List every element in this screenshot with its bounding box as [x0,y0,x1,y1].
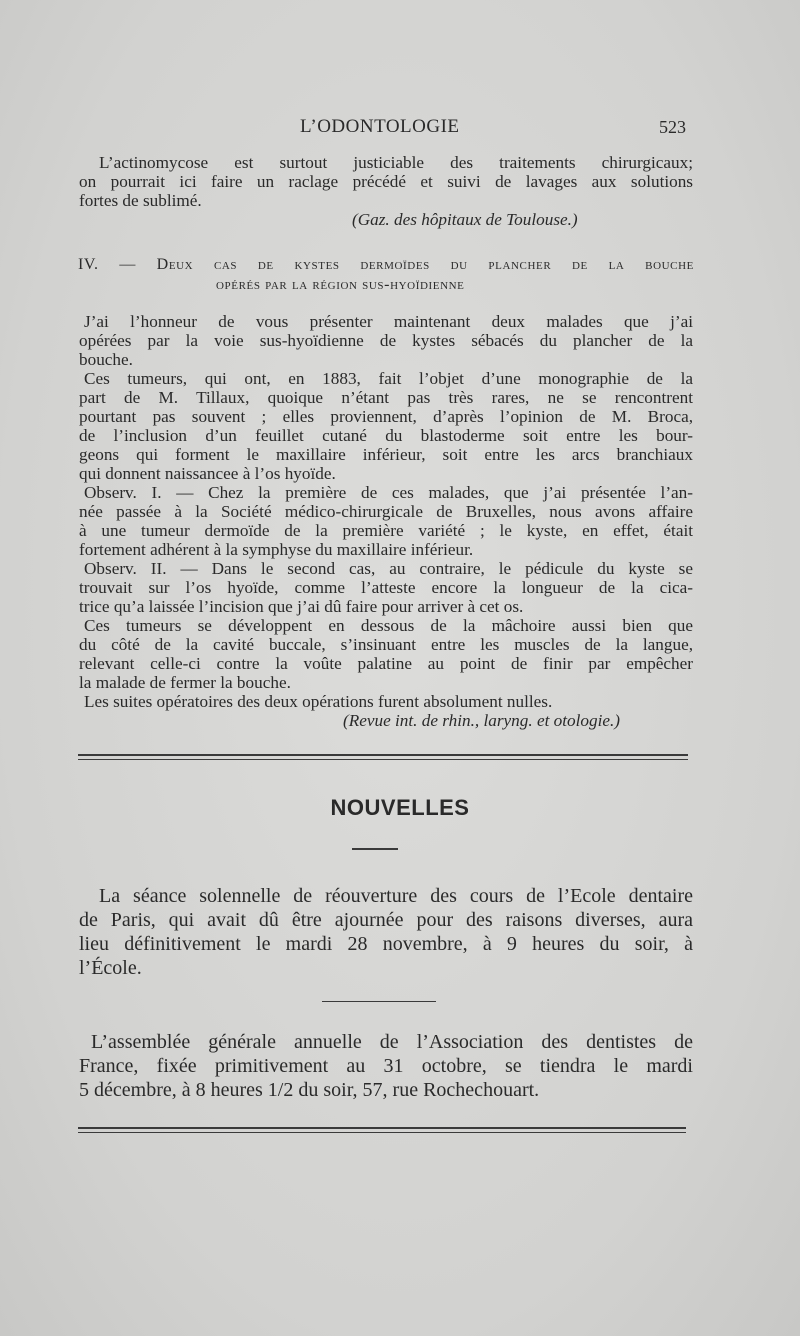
double-rule-top [78,754,688,756]
intro-line: on pourrait ici faire un raclage précédé et suivi de lavages aux solutions [79,172,693,191]
body-line: geons qui forment le maxillaire inférieur, soit entre les arcs branchiaux [79,445,693,464]
body-line: J’ai l’honneur de vous présenter maintenant deux malades que j’ai [84,312,693,331]
news-line: La séance solennelle de réouverture des cours de l’Ecole dentaire [99,885,693,907]
news-line: 5 décembre, à 8 heures 1/2 du soir, 57, rue Rochechouart. [79,1079,540,1101]
separator-rule [322,1001,436,1002]
body-line: fortement adhérent à la symphyse du maxillaire inférieur. [79,540,474,559]
news-line: l’École. [79,957,142,979]
news-line: L’assemblée générale annuelle de l’Association des dentistes de [91,1031,693,1053]
short-rule [352,848,398,850]
nouvelles-heading: NOUVELLES [330,795,470,820]
body-line: née passée à la Société médico-chirurgicale de Bruxelles, nous avons affaire [79,502,693,521]
body-line: relevant celle-ci contre la voûte palatine au point de finir par empêcher [79,654,693,673]
news-line: France, fixée primitivement au 31 octobre, se tiendra le mardi [79,1055,693,1077]
body-line: part de M. Tillaux, quoique n’étant pas très rares, ne se rencontrent [79,388,693,407]
body-line: qui donnent naissancee à l’os hyoïde. [79,464,336,483]
intro-line: fortes de sublimé. [79,191,202,210]
body-line: trice qu’a laissée l’incision que j’ai dû faire pour arriver à cet os. [79,597,524,616]
observation-line: Observ. I. — Chez la première de ces malades, que j’ai présentée l’an- [84,483,693,502]
intro-line: L’actinomycose est surtout justiciable des traitements chirurgicaux; [99,153,693,172]
body-line: de l’inclusion d’un feuillet cutané du blastoderme soit entre les bour- [79,426,693,445]
double-rule-top [78,1127,686,1129]
intro-source-citation: (Gaz. des hôpitaux de Toulouse.) [352,210,578,229]
news-line: lieu définitivement le mardi 28 novembre, à 9 heures du soir, à [79,933,693,955]
body-line: Les suites opératoires des deux opérations furent absolument nulles. [84,692,553,711]
section-source-citation: (Revue int. de rhin., laryng. et otologie.) [343,711,621,730]
body-line: la malade de fermer la bouche. [79,673,291,692]
body-line: trouvait sur l’os hyoïde, comme l’atteste encore la longueur de la cica- [79,578,693,597]
body-line: Ces tumeurs, qui ont, en 1883, fait l’objet d’une monographie de la [84,369,693,388]
news-line: de Paris, qui avait dû être ajournée pour des raisons diverses, aura [79,909,693,931]
running-header-title: L’ODONTOLOGIE [300,116,460,137]
body-line: bouche. [79,350,133,369]
observation-line: Observ. II. — Dans le second cas, au contraire, le pédicule du kyste se [84,559,693,578]
body-line: opérées par la voie sus-hyoïdienne de kystes sébacés du plancher de la [79,331,693,350]
body-line: pourtant pas souvent ; elles proviennent, d’après l’opinion de M. Broca, [79,407,693,426]
body-line: à une tumeur dermoïde de la première variété ; le kyste, en effet, était [79,521,693,540]
section-heading-line2: opérés par la région sus-hyoïdienne [216,276,465,293]
page-number: 523 [659,117,686,137]
double-rule-bottom [78,759,688,760]
double-rule-bottom [78,1132,686,1133]
body-line: Ces tumeurs se développent en dessous de la mâchoire aussi bien que [84,616,693,635]
section-heading-line1: IV. — Deux cas de kystes dermoïdes du plancher de la bouche [78,256,694,273]
body-line: du côté de la cavité buccale, s’insinuant entre les muscles de la langue, [79,635,693,654]
